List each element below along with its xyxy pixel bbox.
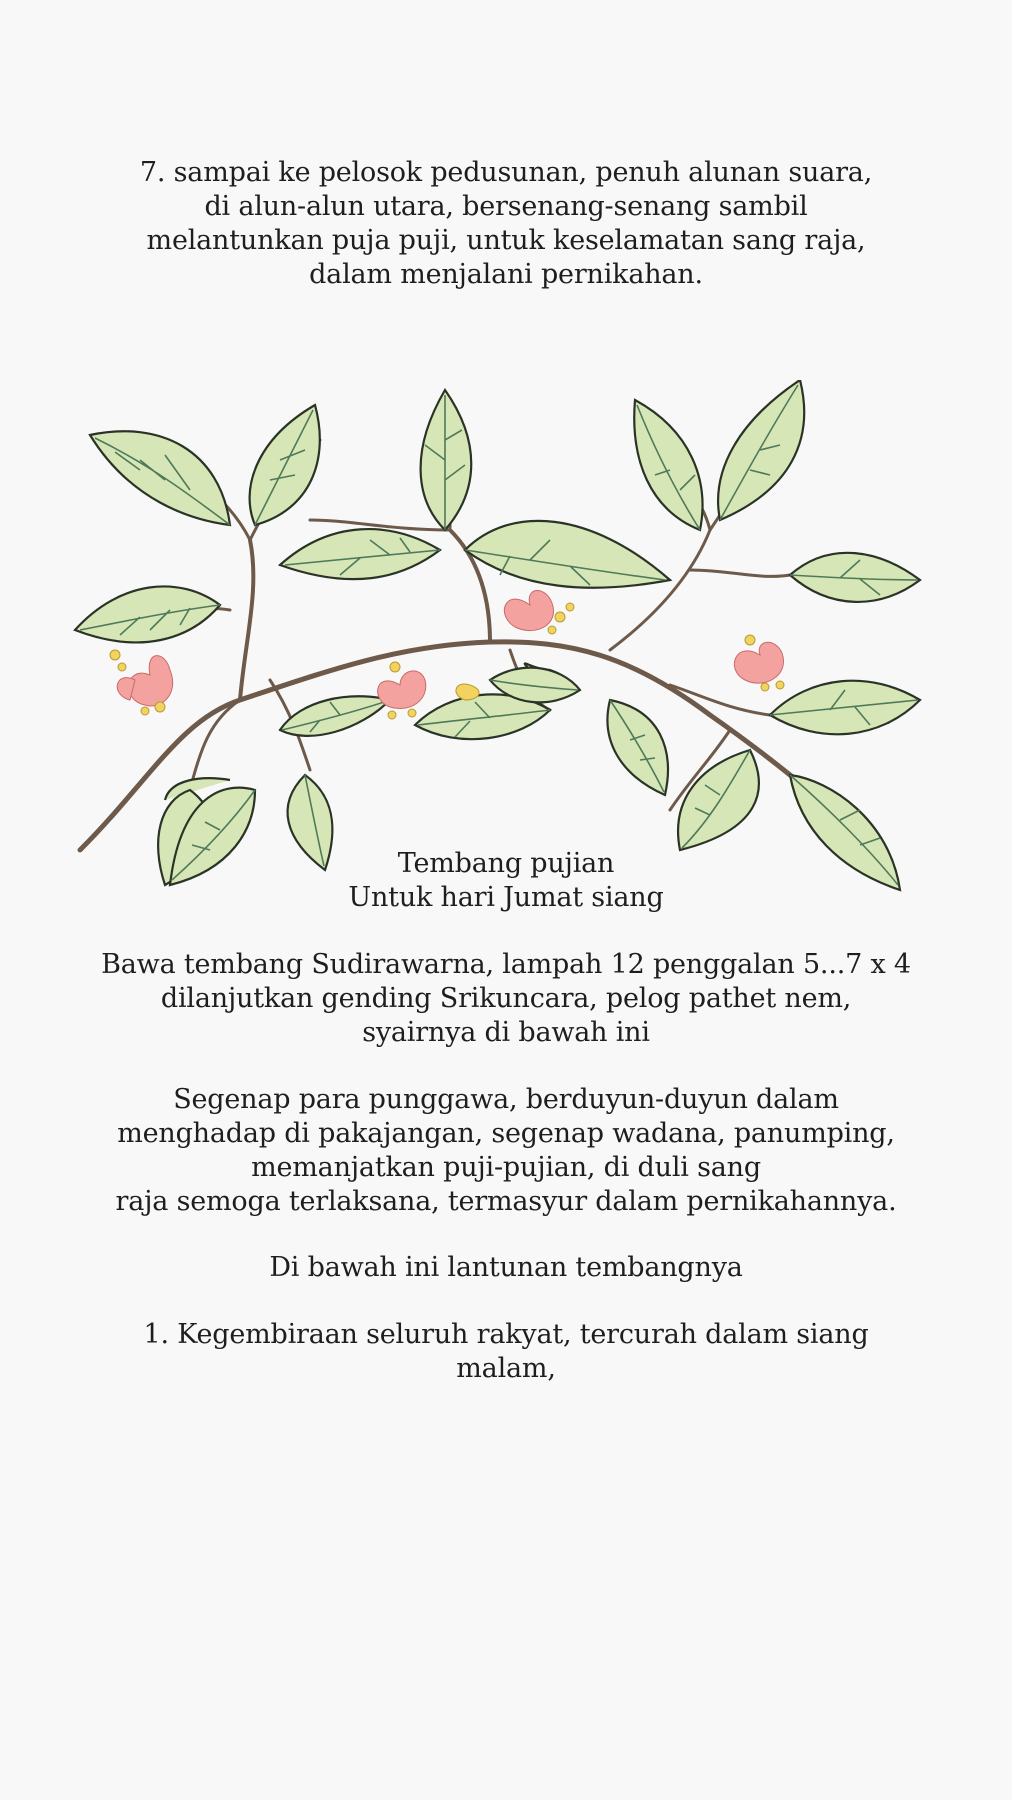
section-subtitle: Untuk hari Jumat siang: [348, 882, 664, 913]
flower-icon: [110, 650, 173, 715]
leaf-icon: [770, 681, 920, 735]
section-title: Tembang pujian: [397, 848, 615, 879]
verse-one-paragraph: [0, 1318, 1012, 1386]
intro-line: dilanjutkan gending Srikuncara, pelog pathet nem,: [160, 983, 852, 1014]
praise-line: memanjatkan puji-pujian, di duli sang: [251, 1152, 761, 1183]
leaf-icon: [250, 405, 320, 525]
verse-seven-line: 7. sampai ke pelosok pedusunan, penuh alunan suara,: [139, 157, 873, 188]
praise-line: raja semoga terlaksana, termasyur dalam pernikahannya.: [115, 1186, 897, 1217]
intro-line: Bawa tembang Sudirawarna, lampah 12 penggalan 5...7 x 4: [101, 949, 911, 980]
leaf-icon: [718, 380, 804, 520]
intro-paragraph: [0, 948, 1012, 1050]
leaf-icon: [465, 521, 670, 588]
lantunan-paragraph: [0, 1251, 1012, 1285]
leaf-icon: [634, 400, 702, 530]
intro-line: syairnya di bawah ini: [362, 1017, 650, 1048]
verse-one-line: malam,: [456, 1353, 556, 1384]
leaf-icon: [75, 586, 220, 642]
praise-line: Segenap para punggawa, berduyun-duyun dalam: [173, 1084, 839, 1115]
section-heading: [0, 847, 1012, 915]
verse-seven-line: melantunkan puja puji, untuk keselamatan sang raja,: [146, 225, 866, 256]
leaf-icon: [421, 390, 472, 530]
leaf-icon: [280, 529, 440, 579]
flower-icon: [456, 684, 479, 700]
praise-paragraph: [0, 1083, 1012, 1219]
leaf-icon: [607, 700, 667, 795]
verse-one-line: 1. Kegembiraan seluruh rakyat, tercurah dalam siang: [143, 1319, 869, 1350]
lantunan-line: Di bawah ini lantunan tembangnya: [269, 1252, 743, 1283]
floral-branch-illustration: [70, 380, 930, 900]
verse-seven-line: di alun-alun utara, bersenang-senang sambil: [204, 191, 808, 222]
praise-line: menghadap di pakajangan, segenap wadana, panumping,: [117, 1118, 895, 1149]
leaf-icon: [678, 750, 759, 850]
flower-icon: [504, 590, 574, 634]
flower-icon: [734, 635, 784, 691]
leaf-icon: [90, 431, 230, 525]
leaf-icon: [280, 696, 390, 736]
leaf-icon: [790, 553, 920, 602]
verse-seven-paragraph: [0, 156, 1012, 292]
flower-icon: [378, 662, 426, 719]
verse-seven-line: dalam menjalani pernikahan.: [309, 259, 703, 290]
